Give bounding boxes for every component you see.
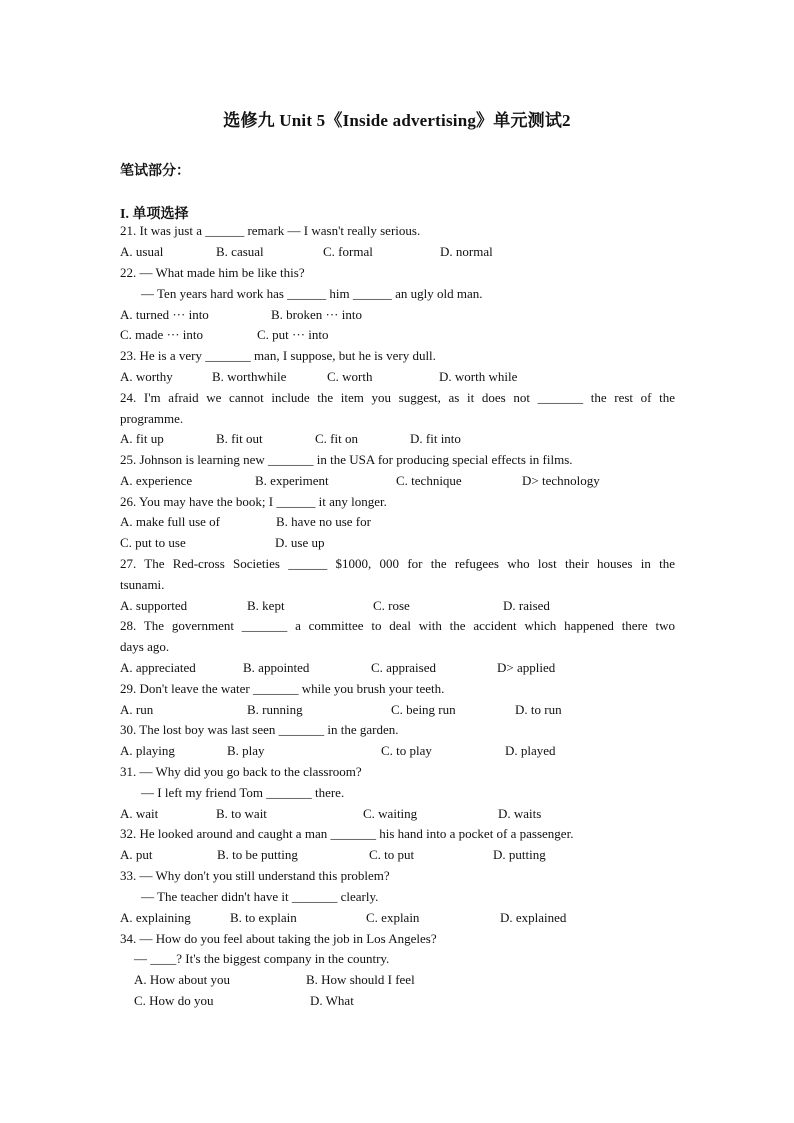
option-28-b: B. appointed <box>243 660 310 675</box>
option-24-c: C. fit on <box>315 431 358 446</box>
option-21-a: A. usual <box>120 244 164 259</box>
option-22-b: B. broken ··· into <box>271 307 362 322</box>
option-22-d: C. put ··· into <box>257 327 329 342</box>
option-31-c: C. waiting <box>363 806 418 821</box>
option-31-b: B. to wait <box>216 806 267 821</box>
option-29-c: C. being run <box>391 702 456 717</box>
option-29-b: B. running <box>247 702 303 717</box>
option-34-c: C. How do you <box>134 993 214 1008</box>
option-30-c: C. to play <box>381 743 432 758</box>
question-27: 27. The Red-cross Societies ______ $1000, 000 for the refugees who lost their houses in the <box>120 556 675 571</box>
question-31-reply: — I left my friend Tom _______ there. <box>141 785 345 800</box>
question-26: 26. You may have the book; I ______ it any longer. <box>120 494 387 509</box>
option-28-c: C. appraised <box>371 660 436 675</box>
question-22-reply: — Ten years hard work has ______ him ______ an ugly old man. <box>141 286 483 301</box>
option-24-a: A. fit up <box>120 431 164 446</box>
option-30-b: B. play <box>227 743 265 758</box>
option-32-c: C. to put <box>369 847 415 862</box>
option-33-c: C. explain <box>366 910 420 925</box>
question-29: 29. Don't leave the water _______ while you brush your teeth. <box>120 681 445 696</box>
option-29-d: D. to run <box>515 702 562 717</box>
option-28-d: D> applied <box>497 660 556 675</box>
option-32-d: D. putting <box>493 847 546 862</box>
option-32-b: B. to be putting <box>217 847 298 862</box>
option-33-d: D. explained <box>500 910 567 925</box>
option-25-a: A. experience <box>120 473 193 488</box>
option-21-b: B. casual <box>216 244 264 259</box>
option-31-d: D. waits <box>498 806 542 821</box>
option-30-d: D. played <box>505 743 556 758</box>
option-26-b: B. have no use for <box>276 514 371 529</box>
option-27-d: D. raised <box>503 598 550 613</box>
question-32: 32. He looked around and caught a man _______ his hand into a pocket of a passenger. <box>120 826 574 841</box>
question-28: 28. The government _______ a committee to deal with the accident which happened there two <box>120 618 675 633</box>
question-24-cont: programme. <box>120 411 184 426</box>
question-31: 31. — Why did you go back to the classroom? <box>120 764 362 779</box>
option-29-a: A. run <box>120 702 154 717</box>
question-34: 34. — How do you feel about taking the job in Los Angeles? <box>120 931 437 946</box>
option-33-b: B. to explain <box>230 910 297 925</box>
option-26-a: A. make full use of <box>120 514 221 529</box>
question-28-cont: days ago. <box>120 639 170 654</box>
option-23-a: A. worthy <box>120 369 173 384</box>
option-34-d: D. What <box>310 993 354 1008</box>
document-title: 选修九 Unit 5《Inside advertising》单元测试2 <box>223 111 571 130</box>
option-28-a: A. appreciated <box>120 660 196 675</box>
option-33-a: A. explaining <box>120 910 191 925</box>
option-32-a: A. put <box>120 847 153 862</box>
option-24-d: D. fit into <box>410 431 461 446</box>
option-25-b: B. experiment <box>255 473 329 488</box>
option-22-a: A. turned ··· into <box>120 307 209 322</box>
question-33: 33. — Why don't you still understand this problem? <box>120 868 390 883</box>
option-25-d: D> technology <box>522 473 600 488</box>
option-23-c: C. worth <box>327 369 373 384</box>
option-27-c: C. rose <box>373 598 410 613</box>
option-21-d: D. normal <box>440 244 493 259</box>
question-34-reply: — ____? It's the biggest company in the country. <box>134 951 390 966</box>
option-24-b: B. fit out <box>216 431 263 446</box>
option-21-c: C. formal <box>323 244 373 259</box>
option-34-b: B. How should I feel <box>306 972 415 987</box>
option-27-b: B. kept <box>247 598 285 613</box>
question-27-cont: tsunami. <box>120 577 165 592</box>
part-heading: 笔试部分： <box>120 164 190 179</box>
option-22-c: C. made ··· into <box>120 327 204 342</box>
question-21: 21. It was just a ______ remark — I wasn't really serious. <box>120 223 421 238</box>
question-33-reply: — The teacher didn't have it _______ clearly. <box>141 889 379 904</box>
option-26-d: D. use up <box>275 535 325 550</box>
section-heading: I. 单项选择 <box>120 207 189 222</box>
question-23: 23. He is a very _______ man, I suppose, but he is very dull. <box>120 348 436 363</box>
option-34-a: A. How about you <box>134 972 231 987</box>
option-25-c: C. technique <box>396 473 462 488</box>
option-23-d: D. worth while <box>439 369 518 384</box>
question-24: 24. I'm afraid we cannot include the item you suggest, as it does not _______ the rest of the <box>120 390 675 405</box>
option-27-a: A. supported <box>120 598 188 613</box>
question-22: 22. — What made him be like this? <box>120 265 305 280</box>
option-30-a: A. playing <box>120 743 175 758</box>
question-30: 30. The lost boy was last seen _______ in the garden. <box>120 722 399 737</box>
question-25: 25. Johnson is learning new _______ in the USA for producing special effects in films. <box>120 452 573 467</box>
option-26-c: C. put to use <box>120 535 186 550</box>
option-31-a: A. wait <box>120 806 159 821</box>
option-23-b: B. worthwhile <box>212 369 287 384</box>
